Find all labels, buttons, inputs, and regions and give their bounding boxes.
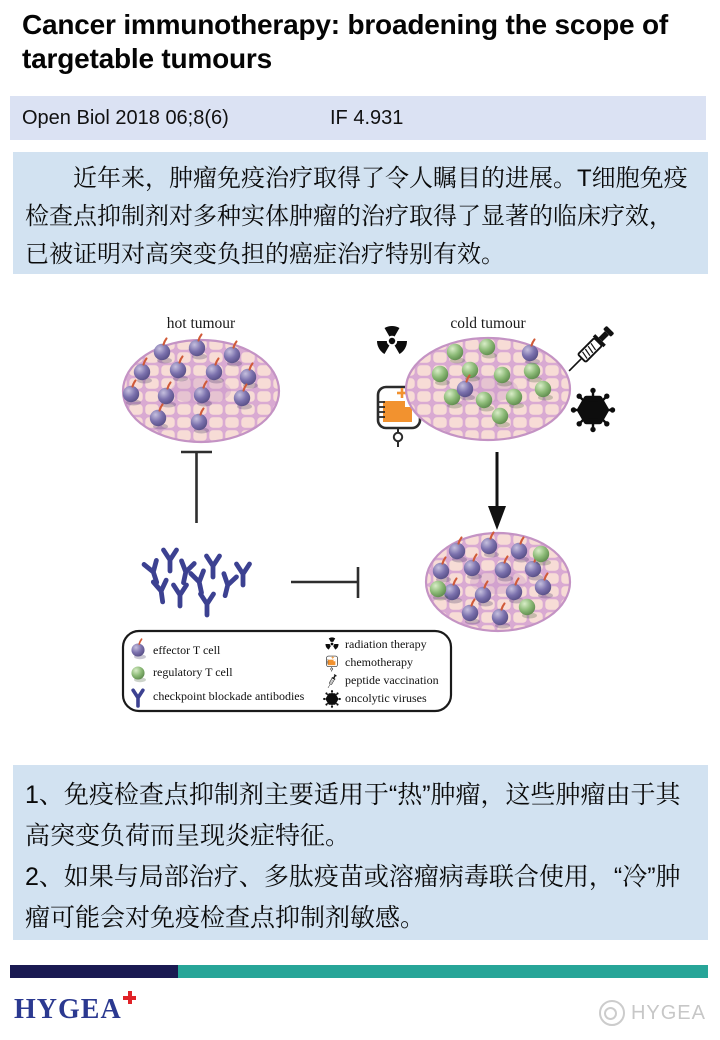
legend-virus-label: oncolytic viruses: [345, 691, 427, 705]
legend-virus-icon: [323, 690, 341, 708]
watermark-globe-icon: [599, 1000, 625, 1026]
abstract-text: 近年来，肿瘤免疫治疗取得了令人瞩目的进展。T细胞免疫检查点抑制剂对多种实体肿瘤的治疗取得了显著的临床疗效，已被证明对高突变负担的癌症治疗特别有效。: [25, 165, 688, 268]
summary-point-1: 1、免疫检查点抑制剂主要适用于“热”肿瘤，这些肿瘤由于其高突变负荷而呈现炎症特征。: [25, 781, 681, 850]
figure-legend: [123, 631, 451, 711]
inhibition-tbar-horizontal: [291, 567, 358, 598]
footer-bar-teal: [178, 965, 708, 978]
journal-bar: [10, 96, 706, 140]
summary-box: [13, 765, 708, 940]
converted-tumour: [426, 533, 570, 632]
brand-logo: [14, 994, 136, 1026]
watermark: [599, 1000, 706, 1026]
radiation-icon: [375, 326, 408, 355]
legend-peptide-label: peptide vaccination: [345, 673, 439, 687]
inhibition-tbar-vertical: [181, 452, 212, 523]
abstract-box: [13, 152, 708, 274]
footer-bar-navy: [10, 965, 178, 978]
hot-tumour-label: hot tumour: [166, 315, 236, 332]
down-arrow: [488, 452, 506, 530]
cold-tumour: [406, 338, 570, 440]
cold-tumour-label: cold tumour: [450, 315, 526, 332]
legend-regulatory-label: regulatory T cell: [153, 665, 233, 679]
legend-radiation-label: radiation therapy: [345, 637, 427, 651]
watermark-text: HYGEA: [630, 1001, 706, 1024]
legend-antibody-label: checkpoint blockade antibodies: [153, 689, 305, 703]
virus-icon: [571, 388, 615, 432]
antibody-cluster: [144, 550, 249, 615]
figure: [0, 295, 720, 740]
legend-chemo-label: chemotherapy: [345, 655, 413, 669]
syringe-icon: [564, 324, 616, 376]
hot-tumour: [123, 335, 279, 443]
red-cross-icon: [123, 991, 136, 1004]
page-title: Cancer immunotherapy: broadening the scope of targetable tumours: [22, 9, 668, 74]
legend-effector-label: effector T cell: [153, 643, 221, 657]
brand-logo-text: HYGEA: [14, 994, 122, 1025]
impact-factor: IF 4.931: [330, 107, 404, 129]
summary-point-2: 2、如果与局部治疗、多肽疫苗或溶瘤病毒联合使用，“冷”肿瘤可能会对免疫检查点抑制剂敏感。: [25, 863, 681, 932]
journal-citation: Open Biol 2018 06;8(6): [22, 107, 229, 129]
